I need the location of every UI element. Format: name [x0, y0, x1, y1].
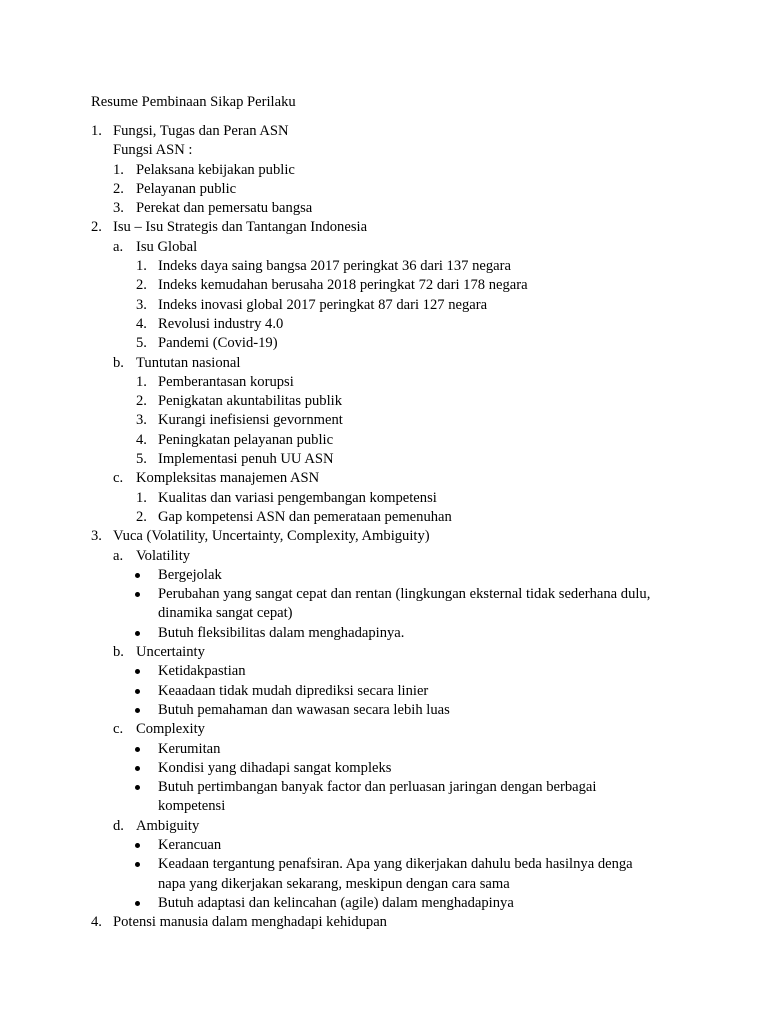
list-item-text: Kondisi yang dihadapi sangat kompleks: [158, 759, 392, 776]
list-item-text: Butuh fleksibilitas dalam menghadapinya.: [158, 624, 405, 641]
detail-item: [0, 778, 768, 797]
list-item-text: Uncertainty: [136, 644, 205, 661]
outline-item: [0, 913, 768, 932]
list-item-text: Butuh adaptasi dan kelincahan (agile) dalam menghadapinya: [158, 894, 514, 911]
bullet-icon: [135, 747, 140, 752]
section-item: [0, 643, 768, 662]
sub-item: [0, 161, 768, 180]
list-item-text: Kompleksitas manajemen ASN: [136, 470, 320, 487]
list-item-text: Kualitas dan variasi pengembangan kompetensi: [158, 489, 437, 506]
list-item-text: Revolusi industry 4.0: [158, 315, 284, 332]
list-item-text: Perubahan yang sangat cepat dan rentan (lingkungan eksternal tidak sederhana dulu,: [158, 586, 651, 603]
list-marker: 2.: [136, 277, 147, 294]
detail-item: [0, 373, 768, 392]
detail-item: [0, 836, 768, 855]
section-item: [0, 469, 768, 488]
detail-item: [0, 276, 768, 295]
detail-continuation: [0, 797, 768, 816]
list-item-text: Volatility: [136, 547, 191, 564]
detail-item: [0, 411, 768, 430]
list-item-text: Keadaan tergantung penafsiran. Apa yang dikerjakan dahulu beda hasilnya denga: [158, 856, 633, 873]
list-marker: c.: [113, 721, 124, 738]
bullet-icon: [135, 766, 140, 771]
bullet-icon: [135, 689, 140, 694]
list-item-text: Vuca (Volatility, Uncertainty, Complexity, Ambiguity): [113, 528, 430, 545]
document-title: Resume Pembinaan Sikap Perilaku: [91, 94, 296, 110]
list-marker: 4.: [91, 914, 102, 931]
sub-item: [0, 180, 768, 199]
list-item-text: Perekat dan pemersatu bangsa: [136, 200, 313, 217]
list-item-text: Potensi manusia dalam menghadapi kehidupan: [113, 914, 387, 931]
document-outline: [0, 122, 768, 932]
list-marker: 4.: [136, 315, 147, 332]
outline-item: [0, 218, 768, 237]
bullet-icon: [135, 862, 140, 867]
section-item: [0, 547, 768, 566]
list-marker: 2.: [136, 508, 147, 525]
list-item-text: Implementasi penuh UU ASN: [158, 451, 334, 468]
detail-continuation: [0, 875, 768, 894]
list-item-text: Kurangi inefisiensi gevornment: [158, 412, 343, 429]
list-item-text: Kerancuan: [158, 836, 222, 853]
bullet-icon: [135, 785, 140, 790]
bullet-icon: [135, 843, 140, 848]
list-item-text: Gap kompetensi ASN dan pemerataan pemenuhan: [158, 508, 452, 525]
list-item-text: Isu Global: [136, 238, 198, 255]
list-item-text: Ketidakpastian: [158, 663, 246, 680]
list-marker: 1.: [113, 161, 124, 178]
outline-item: [0, 122, 768, 141]
list-marker: 3.: [91, 528, 102, 545]
bullet-icon: [135, 592, 140, 597]
list-marker: 2.: [91, 219, 102, 236]
bullet-icon: [135, 708, 140, 713]
list-item-text: Isu – Isu Strategis dan Tantangan Indonesia: [113, 219, 368, 236]
list-item-text: Ambiguity: [136, 817, 200, 834]
list-item-text: Pemberantasan korupsi: [158, 373, 294, 390]
detail-item: [0, 334, 768, 353]
list-item-text: Butuh pemahaman dan wawasan secara lebih luas: [158, 701, 450, 718]
list-item-text: Fungsi, Tugas dan Peran ASN: [113, 123, 289, 139]
list-marker: 4.: [136, 431, 147, 448]
list-item-text: Pelaksana kebijakan public: [136, 161, 295, 178]
list-marker: c.: [113, 470, 124, 487]
detail-item: [0, 489, 768, 508]
detail-item: [0, 624, 768, 643]
bullet-icon: [135, 573, 140, 578]
list-marker: 1.: [136, 373, 147, 390]
detail-item: [0, 257, 768, 276]
list-item-text: Indeks daya saing bangsa 2017 peringkat 36 dari 137 negara: [158, 258, 511, 275]
list-marker: b.: [113, 354, 124, 371]
list-marker: 2.: [136, 393, 147, 410]
detail-item: [0, 431, 768, 450]
list-marker: d.: [113, 817, 124, 834]
list-item-text: Peningkatan pelayanan public: [158, 431, 334, 448]
detail-item: [0, 566, 768, 585]
detail-item: [0, 701, 768, 720]
list-marker: 1.: [91, 123, 102, 139]
detail-item: [0, 296, 768, 315]
detail-item: [0, 740, 768, 759]
list-item-text: Butuh pertimbangan banyak factor dan perluasan jaringan dengan berbagai: [158, 779, 597, 796]
list-marker: a.: [113, 547, 124, 564]
bullet-icon: [135, 669, 140, 674]
list-marker: 3.: [136, 296, 147, 313]
bullet-icon: [135, 631, 140, 636]
list-item-text: Keaadaan tidak mudah diprediksi secara linier: [158, 682, 429, 699]
list-marker: b.: [113, 644, 124, 661]
list-item-text: Pandemi (Covid-19): [158, 335, 278, 352]
list-marker: 5.: [136, 451, 147, 468]
list-item-text: Kerumitan: [158, 740, 221, 757]
detail-item: [0, 682, 768, 701]
list-marker: 5.: [136, 335, 147, 352]
detail-continuation: [0, 604, 768, 623]
sub-item: [0, 199, 768, 218]
section-item: [0, 238, 768, 257]
detail-item: [0, 508, 768, 527]
detail-item: [0, 585, 768, 604]
list-item-text: Indeks inovasi global 2017 peringkat 87 dari 127 negara: [158, 296, 488, 313]
section-item: [0, 720, 768, 739]
detail-item: [0, 759, 768, 778]
list-marker: 1.: [136, 258, 147, 275]
list-item-text: Tuntutan nasional: [136, 354, 241, 371]
list-item-text: dinamika sangat cepat): [158, 605, 293, 622]
detail-item: [0, 894, 768, 913]
list-item-text: Bergejolak: [158, 566, 222, 583]
detail-item: [0, 662, 768, 681]
list-item-text: napa yang dikerjakan sekarang, meskipun dengan cara sama: [158, 875, 510, 892]
list-item-text: Complexity: [136, 721, 205, 738]
detail-item: [0, 392, 768, 411]
detail-item: [0, 315, 768, 334]
bullet-icon: [135, 901, 140, 906]
list-marker: 1.: [136, 489, 147, 506]
detail-item: [0, 450, 768, 469]
section-item: [0, 817, 768, 836]
detail-item: [0, 855, 768, 874]
list-item-text: Indeks kemudahan berusaha 2018 peringkat 72 dari 178 negara: [158, 277, 528, 294]
section-item: [0, 354, 768, 373]
list-marker: 2.: [113, 180, 124, 197]
list-item-text: Penigkatan akuntabilitas publik: [158, 393, 343, 410]
outline-heading: [0, 141, 768, 160]
list-item-text: Pelayanan public: [136, 180, 237, 197]
list-marker: 3.: [136, 412, 147, 429]
list-marker: 3.: [113, 200, 124, 217]
list-item-text: kompetensi: [158, 798, 226, 815]
list-item-text: Fungsi ASN :: [113, 142, 193, 159]
outline-item: [0, 527, 768, 546]
list-marker: a.: [113, 238, 124, 255]
